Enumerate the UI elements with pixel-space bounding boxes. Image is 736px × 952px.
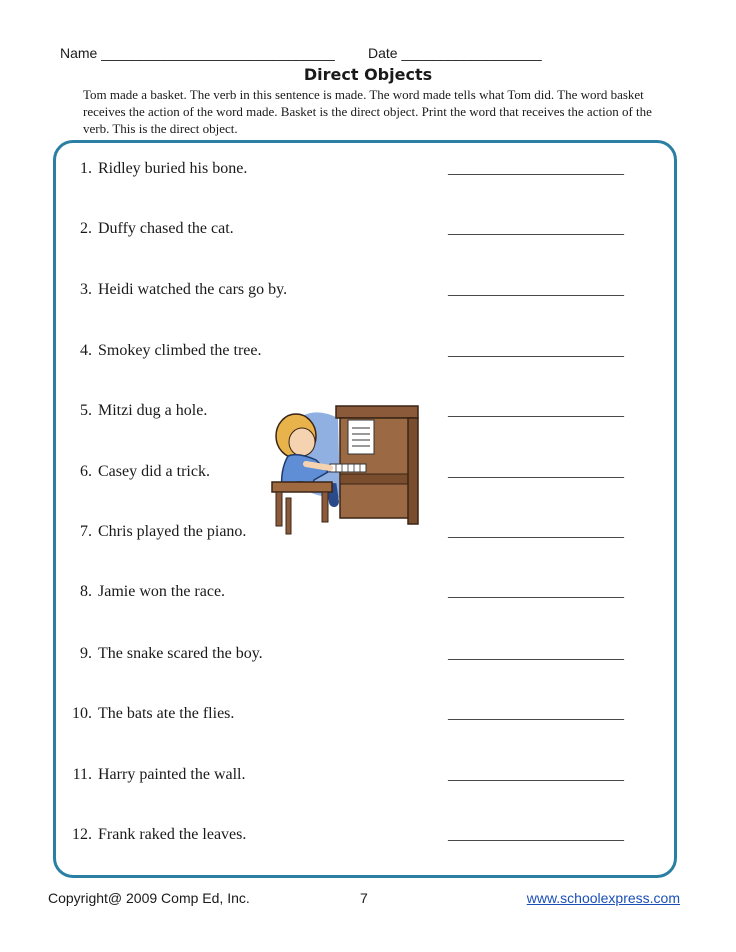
answer-blank[interactable]: ______________________ bbox=[448, 160, 624, 177]
name-field-label: Name ______________________________ bbox=[60, 45, 335, 61]
exercise-item bbox=[72, 645, 642, 669]
answer-blank[interactable]: ______________________ bbox=[448, 402, 624, 419]
instructions: Tom made a basket. The verb in this sentence is made. The word made tells what Tom did. The word basket receives the action of the word made. Basket is the direct object. Print the word that receives the action of the verb. This is the direct object. bbox=[83, 87, 652, 136]
page-title: Direct Objects bbox=[303, 65, 433, 84]
page-number: 7 bbox=[360, 890, 368, 906]
answer-blank[interactable]: ______________________ bbox=[448, 342, 624, 359]
item-sentence: Heidi watched the cars go by. bbox=[98, 281, 288, 298]
item-sentence: Frank raked the leaves. bbox=[98, 826, 247, 843]
item-number: 3. bbox=[80, 281, 92, 298]
copyright: Copyright@ 2009 Comp Ed, Inc. bbox=[48, 890, 250, 906]
item-number: 7. bbox=[80, 523, 92, 540]
item-sentence: Duffy chased the cat. bbox=[98, 220, 234, 237]
item-number: 6. bbox=[80, 463, 92, 480]
item-number: 8. bbox=[80, 583, 92, 600]
exercise-item bbox=[72, 826, 642, 850]
item-number: 11. bbox=[72, 766, 92, 783]
answer-blank[interactable]: ______________________ bbox=[448, 220, 624, 237]
item-sentence: Jamie won the race. bbox=[98, 583, 226, 600]
exercise-item bbox=[72, 583, 642, 607]
item-number: 5. bbox=[80, 402, 92, 419]
exercise-item bbox=[72, 160, 642, 184]
website-link[interactable]: www.schoolexpress.com bbox=[526, 890, 680, 906]
item-sentence: The bats ate the flies. bbox=[98, 705, 235, 722]
header bbox=[60, 45, 680, 65]
item-number: 10. bbox=[72, 705, 92, 722]
answer-blank[interactable]: ______________________ bbox=[448, 645, 624, 662]
item-number: 9. bbox=[80, 645, 92, 662]
item-sentence: Ridley buried his bone. bbox=[98, 160, 248, 177]
item-sentence: Mitzi dug a hole. bbox=[98, 402, 208, 419]
exercise-item bbox=[72, 342, 642, 366]
item-sentence: Casey did a trick. bbox=[98, 463, 210, 480]
answer-blank[interactable]: ______________________ bbox=[448, 523, 624, 540]
item-sentence: Chris played the piano. bbox=[98, 523, 247, 540]
answer-blank[interactable]: ______________________ bbox=[448, 463, 624, 480]
item-number: 1. bbox=[80, 160, 92, 177]
item-sentence: Smokey climbed the tree. bbox=[98, 342, 262, 359]
item-sentence: Harry painted the wall. bbox=[98, 766, 246, 783]
item-sentence: The snake scared the boy. bbox=[98, 645, 263, 662]
item-number: 4. bbox=[80, 342, 92, 359]
exercise-item bbox=[72, 281, 642, 305]
exercise-item bbox=[72, 220, 642, 244]
boy-playing-piano-icon bbox=[268, 378, 424, 544]
exercise-item bbox=[72, 766, 642, 790]
answer-blank[interactable]: ______________________ bbox=[448, 705, 624, 722]
answer-blank[interactable]: ______________________ bbox=[448, 766, 624, 783]
footer bbox=[48, 890, 680, 910]
answer-blank[interactable]: ______________________ bbox=[448, 281, 624, 298]
exercise-item bbox=[72, 705, 642, 729]
item-number: 2. bbox=[80, 220, 92, 237]
item-number: 12. bbox=[72, 826, 92, 843]
date-field-label: Date __________________ bbox=[368, 45, 542, 61]
answer-blank[interactable]: ______________________ bbox=[448, 826, 624, 843]
answer-blank[interactable]: ______________________ bbox=[448, 583, 624, 600]
